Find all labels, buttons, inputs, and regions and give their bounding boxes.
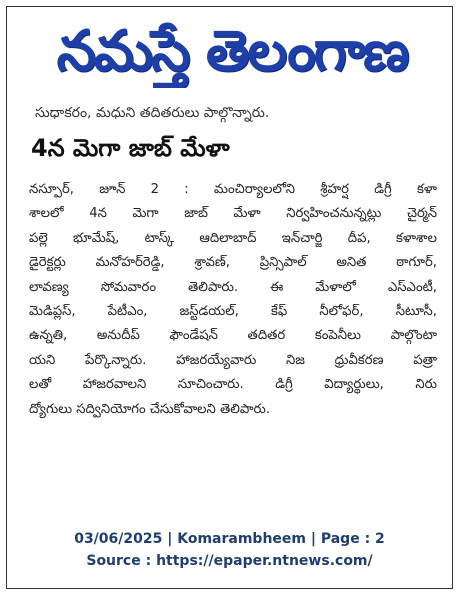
article-line: లావణ్య సోమవారం తెలిపారు. ఈ మేళాలో ఎస్‌ఎంటీ,: [29, 279, 437, 295]
article-line: డైరెక్టర్లు మనోహర్‌రెడ్డి, శ్రావణ్, ప్రిన్సిపాల్ అనిత ఠాగూర్,: [29, 255, 437, 271]
article-line: ద్యోగులు సద్వినియోగం చేసుకోవాలని తెలిపారు.: [29, 401, 271, 417]
article-line: పల్లె భూమేష్, టాస్క్ ఆదిలాబాద్ ఇన్‌చార్జి దీప, కళాశాల: [29, 230, 437, 246]
article-body: [29, 178, 437, 488]
article-line: యని పేర్కొన్నారు. హాజరయ్యేవారు నిజ ధ్రువీకరణ పత్రా: [29, 352, 437, 368]
previous-article-tail: సుధాకరం, మధుని తదితరులు పాల్గొన్నారు.: [35, 105, 270, 121]
article-line: ఉన్నతి, అనుదీప్ ఫౌండేషన్ తదితర కంపెనీలు పాల్గొంటా: [29, 328, 437, 344]
article-line: శాలలో 4న మెగా జాబ్ మేళా నిర్వహించనున్నట్లు చైర్మన్: [29, 206, 437, 222]
clipping-footer: [0, 528, 459, 572]
edition-meta: 03/06/2025 | Komarambheem | Page : 2: [74, 531, 385, 547]
article-line: మెడిప్లస్, పేటీఎం, జస్ట్‌డయల్, కేఫ్ నీలోఫర్, సీటూసీ,: [29, 304, 437, 320]
newspaper-masthead: నమస్తే తెలంగాణ: [56, 18, 408, 84]
article-line: లతో హాజరవాలని సూచించారు. డిగ్రీ విద్యార్థులు, నిరు: [29, 377, 437, 393]
article-line: నస్పూర్, జూన్ 2 : మంచిర్యాలలోని శ్రీహర్ష డిగ్రీ కళా: [29, 182, 437, 197]
article-headline: 4న మెగా జాబ్ మేళా: [31, 134, 230, 162]
news-clipping: [13, 12, 446, 504]
source-link[interactable]: Source : https://epaper.ntnews.com/: [86, 553, 373, 569]
